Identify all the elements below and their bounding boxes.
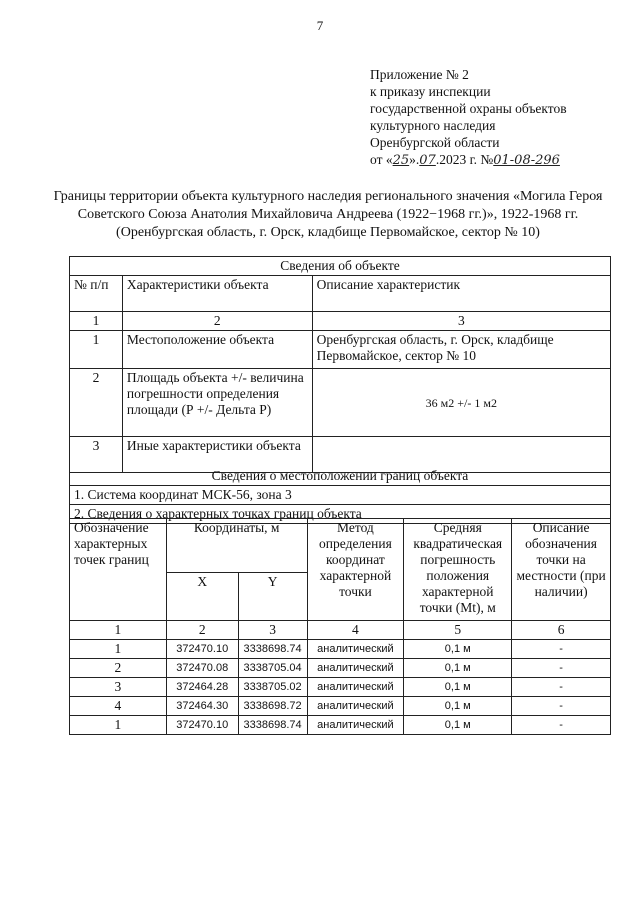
point-id: 4 xyxy=(70,697,167,716)
point-method: аналитический xyxy=(307,716,404,735)
col-number: 6 xyxy=(512,621,611,640)
row-desc: 36 м2 +/- 1 м2 xyxy=(312,369,610,437)
header-characteristics: Характеристики объекта xyxy=(122,276,312,312)
point-x: 372470.10 xyxy=(166,640,238,659)
header-designation: Обозначение характерных точек границ xyxy=(70,519,167,621)
row-num: 3 xyxy=(70,437,123,473)
point-y: 3338698.72 xyxy=(238,697,307,716)
points-title: 2. Сведения о характерных точках границ объекта xyxy=(70,505,611,524)
col-number: 4 xyxy=(307,621,404,640)
col-number: 3 xyxy=(312,312,610,331)
point-y: 3338705.04 xyxy=(238,659,307,678)
row-desc: Оренбургская область, г. Орск, кладбище Первомайское, сектор № 10 xyxy=(312,331,610,369)
location-section-title: Сведения о местоположении границ объекта xyxy=(70,467,611,486)
table-row xyxy=(70,659,611,678)
point-x: 372464.28 xyxy=(166,678,238,697)
point-x: 372470.08 xyxy=(166,659,238,678)
date-prefix: от « xyxy=(370,152,393,167)
annex-line: к приказу инспекции xyxy=(370,84,491,99)
header-y: Y xyxy=(238,573,307,621)
handwritten-month: 07 xyxy=(419,153,436,168)
col-number: 1 xyxy=(70,312,123,331)
point-desc: - xyxy=(512,659,611,678)
point-desc: - xyxy=(512,678,611,697)
col-number: 2 xyxy=(122,312,312,331)
document-title: Границы территории объекта культурного наследия регионального значения «Могила Героя Советского Союза Анатолия Михайловича Андреева (1922−1968 гг.)», 1922-1968 гг. (Оренбургская область, г. Орск, кладбище Первомайское, сектор № 10) xyxy=(53,189,603,240)
point-x: 372464.30 xyxy=(166,697,238,716)
col-number: 5 xyxy=(404,621,512,640)
point-error: 0,1 м xyxy=(404,678,512,697)
point-method: аналитический xyxy=(307,678,404,697)
point-id: 1 xyxy=(70,640,167,659)
row-num: 1 xyxy=(70,331,123,369)
point-id: 2 xyxy=(70,659,167,678)
point-method: аналитический xyxy=(307,659,404,678)
row-name: Иные характеристики объекта xyxy=(122,437,312,473)
point-id: 3 xyxy=(70,678,167,697)
header-x: X xyxy=(166,573,238,621)
col-number: 3 xyxy=(238,621,307,640)
object-info-section-title: Сведения об объекте xyxy=(70,257,611,276)
date-year: .2023 г. № xyxy=(435,152,494,167)
point-x: 372470.10 xyxy=(166,716,238,735)
point-error: 0,1 м xyxy=(404,640,512,659)
point-id: 1 xyxy=(70,716,167,735)
point-error: 0,1 м xyxy=(404,659,512,678)
point-y: 3338698.74 xyxy=(238,640,307,659)
object-info-table xyxy=(69,256,611,473)
coordinate-system: 1. Система координат МСК-56, зона 3 xyxy=(70,486,611,505)
header-description: Описание характеристик xyxy=(312,276,610,312)
annex-date-line xyxy=(370,151,567,169)
table-row xyxy=(70,697,611,716)
handwritten-day: 25 xyxy=(392,153,410,168)
header-num: № п/п xyxy=(70,276,123,312)
table-row xyxy=(70,678,611,697)
header-method: Метод определения координат характерной точки xyxy=(307,519,404,621)
point-error: 0,1 м xyxy=(404,697,512,716)
point-desc: - xyxy=(512,716,611,735)
point-y: 3338698.74 xyxy=(238,716,307,735)
point-method: аналитический xyxy=(307,640,404,659)
point-desc: - xyxy=(512,640,611,659)
table-row xyxy=(70,716,611,735)
annex-block xyxy=(370,66,567,169)
row-name: Местоположение объекта xyxy=(122,331,312,369)
points-table xyxy=(69,518,611,735)
table-row xyxy=(70,331,611,369)
point-desc: - xyxy=(512,697,611,716)
point-y: 3338705.02 xyxy=(238,678,307,697)
table-row xyxy=(70,369,611,437)
date-mid: ». xyxy=(409,152,420,167)
handwritten-order-number: 01-08-296 xyxy=(493,153,560,168)
point-error: 0,1 м xyxy=(404,716,512,735)
row-name: Площадь объекта +/- величина погрешности определения площади (Р +/- Дельта Р) xyxy=(122,369,312,437)
header-error: Средняя квадратическая погрешность положения характерной точки (Mt), м xyxy=(404,519,512,621)
annex-line: Оренбургской области xyxy=(370,135,500,150)
header-point-description: Описание обозначения точки на местности (при наличии) xyxy=(512,519,611,621)
page-number: 7 xyxy=(316,18,324,33)
row-num: 2 xyxy=(70,369,123,437)
annex-line: государственной охраны объектов xyxy=(370,101,567,116)
header-coordinates: Координаты, м xyxy=(166,519,307,573)
annex-line: Приложение № 2 xyxy=(370,67,469,82)
annex-line: культурного наследия xyxy=(370,118,496,133)
location-info-table xyxy=(69,467,611,524)
col-number: 2 xyxy=(166,621,238,640)
point-method: аналитический xyxy=(307,697,404,716)
table-row xyxy=(70,640,611,659)
col-number: 1 xyxy=(70,621,167,640)
